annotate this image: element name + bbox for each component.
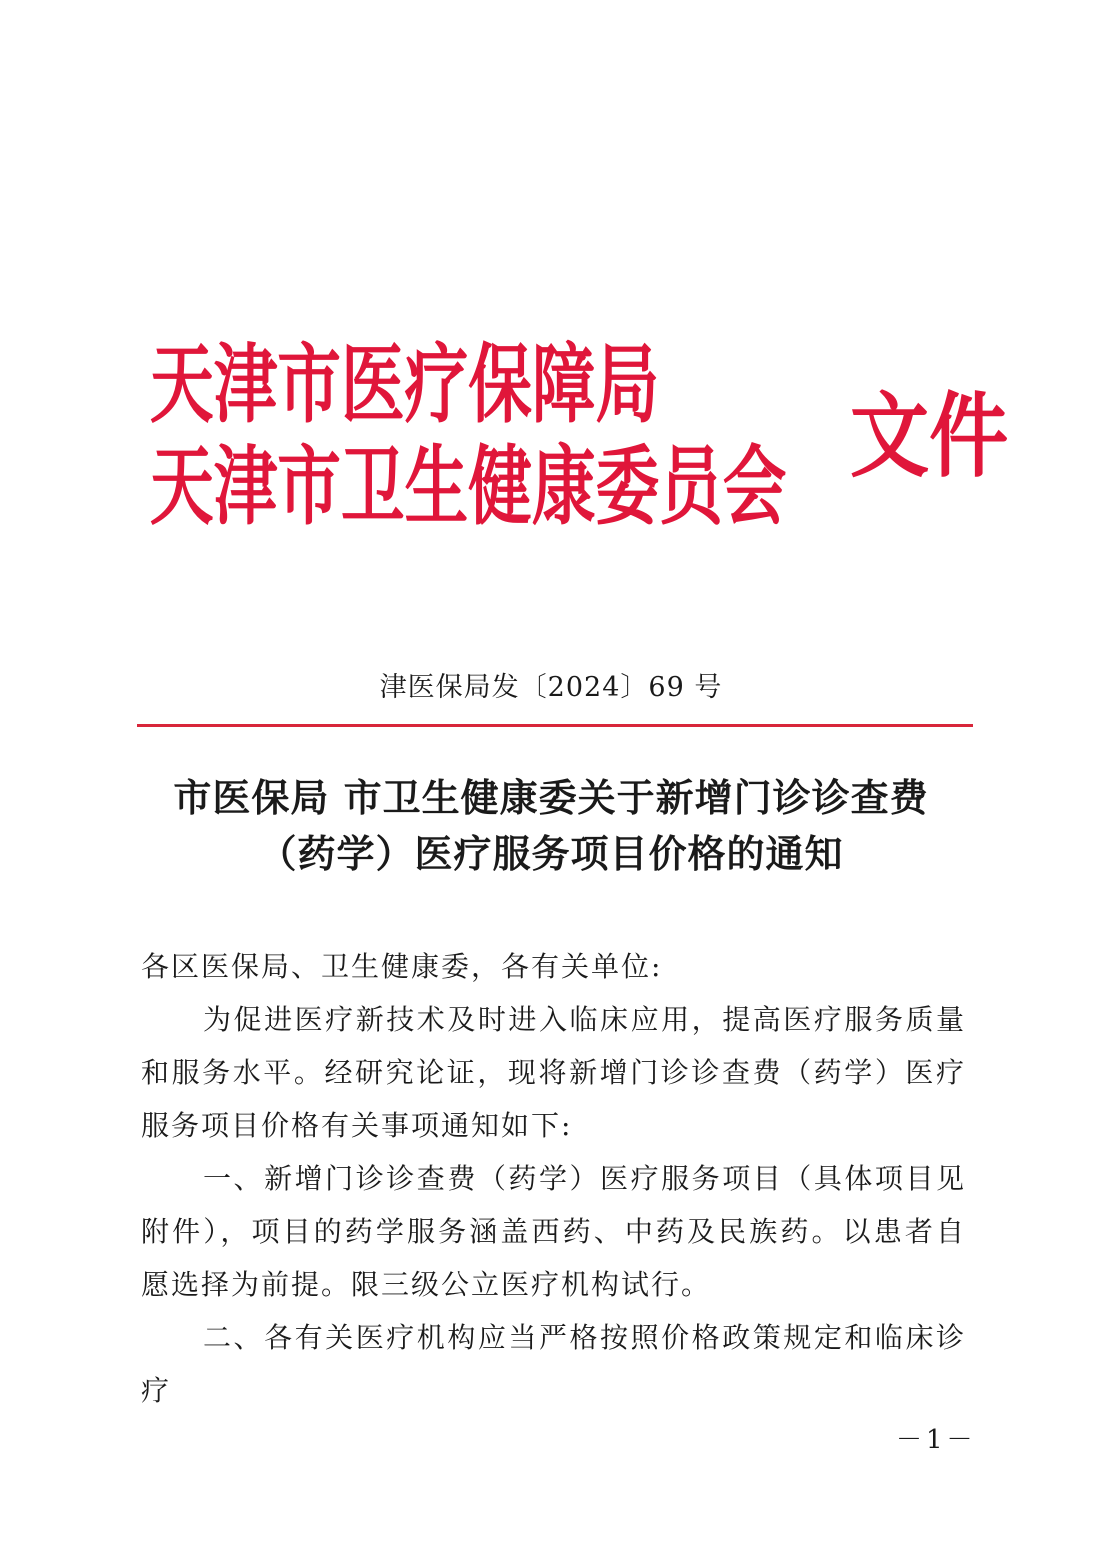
page-number: －1－: [896, 1425, 977, 1455]
title-line-2: （药学）医疗服务项目价格的通知: [258, 831, 844, 876]
body-paragraph-2: 一、新增门诊诊查费（药学）医疗服务项目（具体项目见附件），项目的药学服务涵盖西药、中药及民族药。以患者自愿选择为前提。限三级公立医疗机构试行。: [141, 1162, 966, 1301]
document-body: [141, 940, 966, 1417]
letterhead-document-word: 文件: [850, 383, 1009, 490]
letterhead-org-line-2: 天津市卫生健康委员会: [150, 437, 787, 537]
body-paragraph-3: 二、各有关医疗机构应当严格按照价格政策规定和临床诊疗: [141, 1321, 966, 1407]
document-number: 津医保局发〔2024〕69 号: [379, 672, 723, 703]
salutation: 各区医保局、卫生健康委，各有关单位:: [141, 950, 663, 983]
letterhead: [150, 335, 1010, 555]
red-divider-line: [137, 724, 973, 727]
body-paragraph-1: 为促进医疗新技术及时进入临床应用，提高医疗服务质量和服务水平。经研究论证，现将新增门诊诊查费（药学）医疗服务项目价格有关事项通知如下:: [141, 1003, 966, 1142]
document-title: [0, 770, 1102, 882]
title-line-1: 市医保局 市卫生健康委关于新增门诊诊查费: [173, 775, 929, 820]
letterhead-org-line-1: 天津市医疗保障局: [150, 335, 660, 435]
